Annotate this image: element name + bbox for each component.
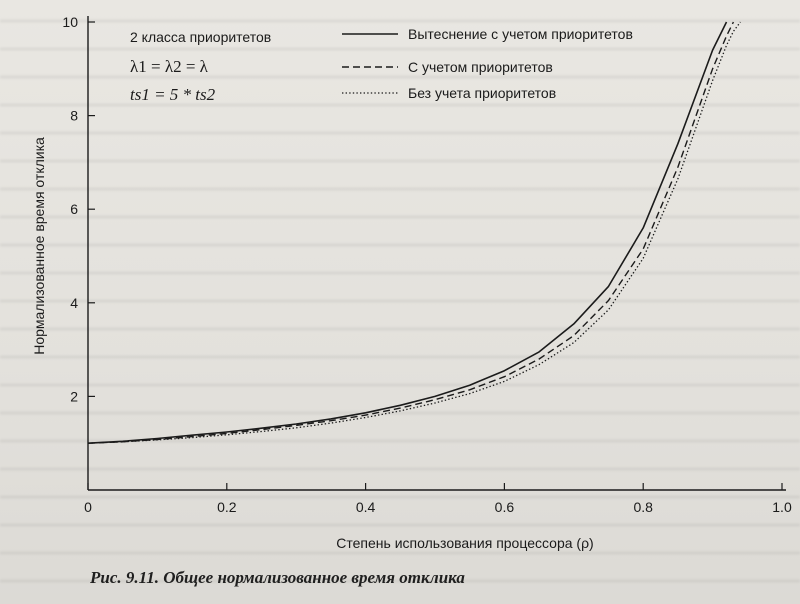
x-tick-label: 0.6 — [494, 499, 515, 515]
x-axis-label: Степень использования процессора (ρ) — [336, 535, 594, 551]
annotation-classes: 2 класса приоритетов — [130, 29, 272, 45]
legend — [342, 26, 633, 101]
x-tick-label: 0.2 — [217, 499, 237, 515]
x-tick-label: 0.8 — [633, 499, 653, 515]
annotation-lambda: λ1 = λ2 = λ — [130, 57, 208, 76]
y-tick-label: 2 — [70, 388, 78, 405]
y-tick-label: 6 — [70, 201, 78, 218]
y-tick-label: 10 — [62, 14, 78, 30]
x-tick-label: 0.4 — [355, 499, 376, 515]
legend-label-2: С учетом приоритетов — [408, 59, 553, 75]
y-tick-label: 4 — [70, 294, 78, 311]
x-tick-label: 1.0 — [772, 499, 792, 515]
annotations — [130, 29, 271, 104]
x-tick-label: 0 — [84, 499, 92, 515]
legend-label-3: Без учета приоритетов — [408, 85, 557, 101]
figure-caption: Рис. 9.11. Общее нормализованное время отклика — [90, 568, 465, 587]
y-axis-label: Нормализованное время отклика — [31, 137, 47, 355]
annotation-ts: ts1 = 5 * ts2 — [130, 85, 216, 104]
legend-label-1: Вытеснение с учетом приоритетов — [408, 26, 633, 42]
y-tick-label: 8 — [70, 107, 78, 124]
